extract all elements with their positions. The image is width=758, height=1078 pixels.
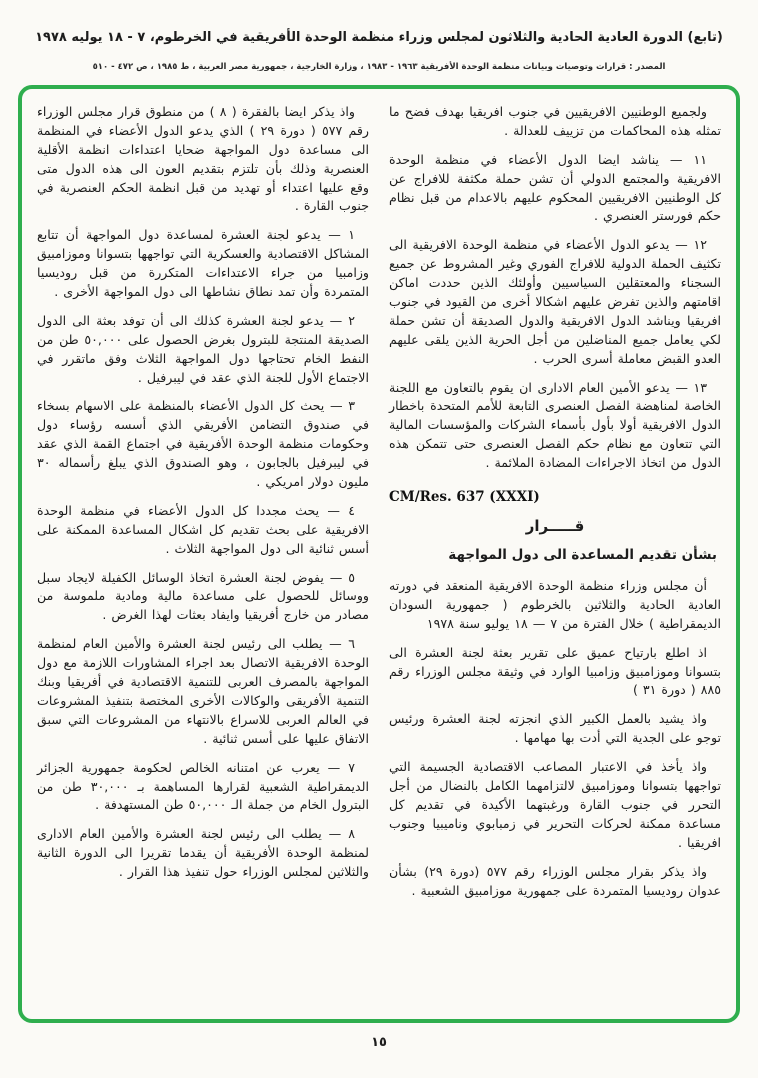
paragraph-item-12: ١٢ — يدعو الدول الأعضاء في منظمة الوحدة الافريقية الى تكثيف الحملة الدولية للافراج الفوري وغير المشروط عن جميع السجناء والمعتقلين السياسيين وأولئك الذين حددت اماكن اقامتهم والذين تفرض عليهم اشكالا أخرى من القيود في جنوب افريقيا ويناشد الدول الافريقية والدول الصديقة أن تشن حملة لكي يعامل جميع المناضلين من أجل الحرية الذين يلقى عليهم العدو القبض معاملة أسرى الحرب . [389,237,721,366]
paragraph-item-11: ١١ — يناشد ايضا الدول الأعضاء في منظمة الوحدة الافريقية والمجتمع الدولي أن تشن حملة مكثفة للافراج عن كل الوطنيين الافريقيين المحكوم عليهم بالاعدام من قبل نظام حكم فورستر العنصري . [389,151,721,224]
paragraph-item-8: ٨ — يطلب الى رئيس لجنة العشرة والأمين العام الادارى لمنظمة الوحدة الأفريقية أن يقدما تقريرا الى الدورة الثانية والثلاثين لمجلس الوزراء حول تنفيذ هذا القرار . [37,826,369,880]
page-number: ١٥ [371,1035,387,1050]
document-frame [18,85,740,1023]
paragraph-item-1: ١ — يدعو لجنة العشرة لمساعدة دول المواجهة أن تتابع المشاكل الاقتصادية والعسكرية التي تواجهها بتسوانا وموزامبيق وزامبيا من جراء الاعتداءات المتكررة من قبل روديسيا المتمردة وأن تمد نطاق نشاطها الى دول المواجهة الأخرى . [37,227,369,300]
header-source-line: المصدر : قرارات وتوصيات وبيانات منظمة الوحدة الأفريقية ١٩٦٣ - ١٩٨٣ ، وزارة الخارجية ، جمهورية مصر العربية ، ط ١٩٨٥ ، ص ٤٧٢ - ٥١٠ [92,62,666,72]
paragraph-preamble-1: أن مجلس وزراء منظمة الوحدة الافريقية المنعقد في دورته العادية الحادية والثلاثين بالخرطوم ( جمهورية السودان الديمقراطية ) خلال الفترة من ٧ — ١٨ يوليو سنة ١٩٧٨ [389,578,721,631]
paragraph-preamble-2: اذ اطلع بارتياح عميق على تقرير بعثة لجنة العشرة الى بتسوانا وموزامبيق وزامبيا الوارد في وثيقة مجلس الوزراء رقم ٨٨٥ ( دورة ٣١ ) [389,644,721,698]
resolution-code: CM/Res. 637 (XXXI) [389,489,540,506]
paragraph-preamble-4: واذ يأخذ في الاعتبار المصاعب الاقتصادية الجسيمة التي تواجهها بتسوانا وموزامبيق لالتزامهما الكامل بالنضال من أجل التحرر في جنوب القارة ورغبتهما الأكيدة في تقديم كل مساعدة ممكنة لحركات التحرير في زمبابوي وناميبيا وجنوب افريقيا . [389,759,721,850]
paragraph-continuation: ولجميع الوطنيين الافريقيين في جنوب افريقيا بهدف فضح ما تمثله هذه المحاكمات من تزييف للعدالة . [389,104,721,138]
paragraph-item-6: ٦ — يطلب الى رئيس لجنة العشرة والأمين العام لمنظمة الوحدة الافريقية الاتصال بعد اجراء المشاورات اللازمة مع دول المواجهة بالمصرف العربى للتنمية الاقتصادية في أفريقيا وبنك التنمية الأفريقى والوكالات الأخرى المختصة بتنفيذ المشروعات في العالم العربى للاسراع بالانتهاء من المشروعات التي سبق الاتفاق عليها على أسس ثنائية . [37,636,369,746]
paragraph-item-4: ٤ — يحث مجددا كل الدول الأعضاء في منظمة الوحدة الافريقية على بحث تقديم كل اشكال المساعدة الممكنة على أسس ثنائية الى دول المواجهة الثلاث . [37,502,369,556]
column-left [37,103,369,1005]
paragraph-item-7: ٧ — يعرب عن امتنانه الخالص لحكومة جمهورية الجزائر الديمقراطية الشعبية لقرارها المساهمة بـ ٣٠,٠٠٠ طن من البترول الخام من جملة الـ ٥٠,٠٠٠ طن المستهدفة . [37,759,369,813]
paragraph-preamble-5: واذ يذكر بقرار مجلس الوزراء رقم ٥٧٧ (دورة ٢٩) بشأن عدوان روديسيا المتمردة على جمهورية موزامبيق الشعبية . [389,863,721,898]
resolution-title: قـــــرار [525,517,585,536]
page-header [0,0,758,72]
paragraph-item-5: ٥ — يفوض لجنة العشرة اتخاذ الوسائل الكفيلة لايجاد سبل ووسائل للحصول على مساعدة مالية ومادية ملموسة من مصادر من خارج أفريقيا وايفاد بعثات لهذا الغرض . [37,569,369,623]
paragraph-preamble-3: واذ يشيد بالعمل الكبير الذي انجزته لجنة العشرة ورئيس توجو على الجدية التي أدت بها مهامها . [389,711,721,746]
paragraph-item-3: ٣ — يحث كل الدول الأعضاء بالمنظمة على الاسهام بسخاء في صندوق التضامن الأفريقي الذي أسسه رؤساء دول وحكومات منظمة الوحدة الأفريقية في اجتماع القمة الذي عقد في ليبرفيل بالجابون ، وهو الصندوق الذي يبلغ رأسماله ٣٠ مليون دولار امريكي . [37,398,369,490]
header-title: (تابع) الدورة العادية الحادية والثلاثون لمجلس وزراء منظمة الوحدة الأفريقية في الخرطوم، ٧ - ١٨ يوليه ١٩٧٨ [35,30,723,45]
resolution-subtitle: بشأن تقديم المساعدة الى دول المواجهة [448,547,717,564]
paragraph-item-13: ١٣ — يدعو الأمين العام الادارى ان يقوم بالتعاون مع اللجنة الخاصة لمناهضة الفصل العنصرى التابعة للأمم المتحدة باخطار الدول الافريقية أولا بأول بأسماء الشركات والمؤسسات المالية التي تتعاون مع نظام حكم الفصل العنصرى حتى تتمكن هذه الدول من اتخاذ الاجراءات المضادة الملائمة . [389,379,721,471]
page-footer [0,1035,758,1050]
paragraph-preamble-6: واذ يذكر ايضا بالفقرة ( ٨ ) من منطوق قرار مجلس الوزراء رقم ٥٧٧ ( دورة ٢٩ ) الذي يدعو الدول الأعضاء في المنظمة الى مساعدة دول المواجهة ضحايا اعتداءات انظمة الأقلية العنصرية وذلك بأن تلتزم بتقديم العون الى هذه الدول متى وقع عليها اعتداء أو تهديد من قبل انظمة الحكم العنصرية في جنوب القارة . [37,104,369,214]
paragraph-item-2: ٢ — يدعو لجنة العشرة كذلك الى أن توفد بعثة الى الدول الصديقة المنتجة للبترول بغرض الحصول على ٥٠,٠٠٠ طن من النفط الخام تحتاجها دول المواجهة الثلاث وفق ماتقرر في الاجتماع الأول للجنة الذي عقد في ليبرفيل . [37,312,369,385]
column-right [389,103,721,1005]
